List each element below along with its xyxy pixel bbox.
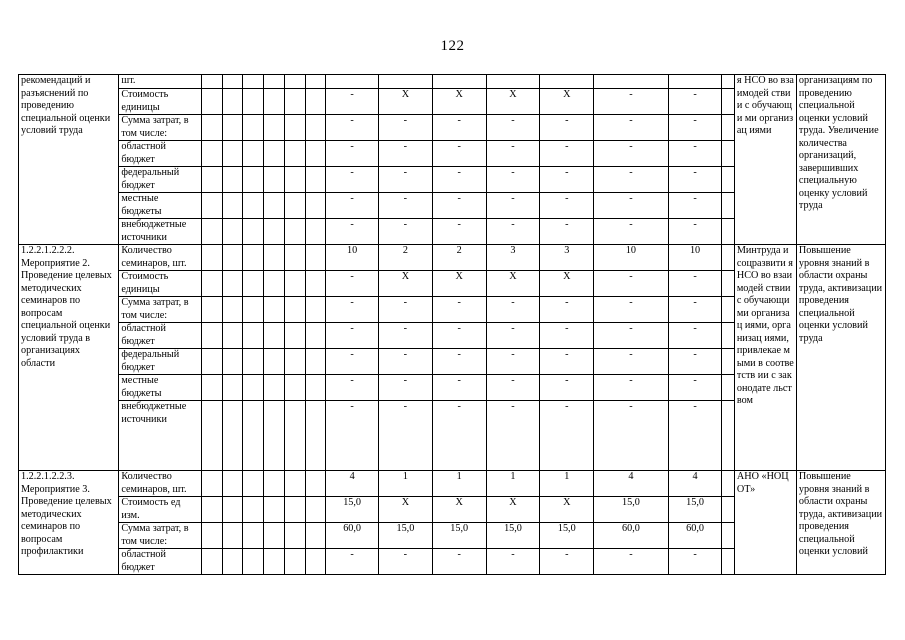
empty-cell — [284, 523, 305, 549]
empty-cell — [243, 245, 264, 271]
value-cell: 15,0 — [326, 497, 379, 523]
empty-cell — [222, 323, 243, 349]
empty-cell — [284, 471, 305, 497]
value-cell — [432, 75, 486, 89]
value-cell: - — [486, 401, 540, 471]
empty-cell — [222, 167, 243, 193]
table-row — [19, 471, 886, 497]
value-cell: - — [668, 193, 722, 219]
empty-cell — [722, 401, 734, 471]
value-cell: 10 — [594, 245, 668, 271]
empty-cell — [243, 497, 264, 523]
empty-cell — [222, 471, 243, 497]
value-cell: 4 — [668, 471, 722, 497]
empty-cell — [222, 297, 243, 323]
value-cell: 1 — [432, 471, 486, 497]
value-cell: - — [378, 297, 432, 323]
value-cell: X — [432, 497, 486, 523]
indicator-cell: местные бюджеты — [119, 375, 202, 401]
value-cell: - — [668, 89, 722, 115]
empty-cell — [243, 375, 264, 401]
value-cell: - — [594, 549, 668, 575]
empty-cell — [202, 523, 223, 549]
empty-cell — [222, 89, 243, 115]
value-cell: - — [378, 219, 432, 245]
value-cell: - — [540, 167, 594, 193]
empty-cell — [202, 271, 223, 297]
empty-cell — [722, 219, 734, 245]
value-cell — [668, 75, 722, 89]
value-cell: X — [540, 89, 594, 115]
value-cell: - — [378, 349, 432, 375]
empty-cell — [264, 167, 285, 193]
result-cell: Повышение уровня знаний в области охраны труда, активизации проведения специальной оценки условий труда — [796, 245, 885, 471]
empty-cell — [284, 167, 305, 193]
empty-cell — [243, 349, 264, 375]
empty-cell — [264, 271, 285, 297]
value-cell: - — [540, 401, 594, 471]
indicator-cell: шт. — [119, 75, 202, 89]
empty-cell — [264, 323, 285, 349]
value-cell — [540, 75, 594, 89]
empty-cell — [264, 375, 285, 401]
value-cell: - — [594, 323, 668, 349]
empty-cell — [202, 497, 223, 523]
activity-cell: рекомендаций и разъяснений по проведению специальной оценки условий труда — [19, 75, 119, 245]
value-cell: 15,0 — [668, 497, 722, 523]
empty-cell — [202, 167, 223, 193]
value-cell: - — [378, 323, 432, 349]
empty-cell — [264, 245, 285, 271]
empty-cell — [305, 219, 326, 245]
indicator-cell: внебюджетные источники — [119, 219, 202, 245]
value-cell: - — [540, 141, 594, 167]
value-cell — [486, 75, 540, 89]
empty-cell — [305, 115, 326, 141]
empty-cell — [284, 323, 305, 349]
empty-cell — [305, 349, 326, 375]
value-cell: 15,0 — [594, 497, 668, 523]
empty-cell — [202, 349, 223, 375]
empty-cell — [284, 401, 305, 471]
value-cell: - — [432, 219, 486, 245]
value-cell: - — [486, 141, 540, 167]
value-cell: - — [378, 549, 432, 575]
executor-cell: я НСО во взаимодей ствии с обучающи ми организац иями — [734, 75, 796, 245]
indicator-cell: Количество семинаров, шт. — [119, 245, 202, 271]
value-cell: - — [540, 375, 594, 401]
empty-cell — [264, 471, 285, 497]
empty-cell — [284, 75, 305, 89]
value-cell: 4 — [326, 471, 379, 497]
empty-cell — [305, 141, 326, 167]
value-cell: X — [378, 89, 432, 115]
program-table-body — [19, 75, 886, 575]
value-cell: - — [594, 297, 668, 323]
activity-cell: 1.2.2.1.2.2.3. Мероприятие 3. Проведение целевых методических семинаров по вопросам профилактики — [19, 471, 119, 575]
value-cell: - — [594, 375, 668, 401]
value-cell: - — [594, 349, 668, 375]
empty-cell — [305, 75, 326, 89]
value-cell: X — [378, 497, 432, 523]
empty-cell — [722, 297, 734, 323]
indicator-cell: федеральный бюджет — [119, 167, 202, 193]
value-cell: - — [540, 549, 594, 575]
value-cell: 10 — [668, 245, 722, 271]
value-cell: 15,0 — [540, 523, 594, 549]
empty-cell — [243, 115, 264, 141]
value-cell: - — [486, 167, 540, 193]
empty-cell — [243, 471, 264, 497]
empty-cell — [722, 75, 734, 89]
activity-cell: 1.2.2.1.2.2.2. Мероприятие 2. Проведение целевых методических семинаров по вопросам специальной оценки условий труда в организациях области — [19, 245, 119, 471]
value-cell: X — [432, 89, 486, 115]
empty-cell — [722, 115, 734, 141]
indicator-cell: областной бюджет — [119, 549, 202, 575]
empty-cell — [305, 89, 326, 115]
value-cell: - — [432, 549, 486, 575]
empty-cell — [243, 323, 264, 349]
empty-cell — [722, 349, 734, 375]
indicator-cell: Стоимость единицы — [119, 89, 202, 115]
value-cell: - — [668, 401, 722, 471]
empty-cell — [284, 141, 305, 167]
value-cell: - — [594, 141, 668, 167]
empty-cell — [305, 497, 326, 523]
empty-cell — [264, 141, 285, 167]
empty-cell — [305, 297, 326, 323]
empty-cell — [284, 219, 305, 245]
empty-cell — [243, 89, 264, 115]
empty-cell — [305, 471, 326, 497]
value-cell: - — [378, 193, 432, 219]
indicator-cell: федеральный бюджет — [119, 349, 202, 375]
value-cell: - — [486, 323, 540, 349]
value-cell: - — [540, 349, 594, 375]
empty-cell — [202, 193, 223, 219]
empty-cell — [722, 497, 734, 523]
value-cell: - — [486, 193, 540, 219]
value-cell: - — [540, 115, 594, 141]
value-cell: - — [668, 167, 722, 193]
empty-cell — [222, 193, 243, 219]
value-cell: - — [326, 115, 379, 141]
value-cell: - — [594, 89, 668, 115]
value-cell: - — [486, 375, 540, 401]
empty-cell — [284, 193, 305, 219]
value-cell: - — [594, 167, 668, 193]
value-cell: 3 — [540, 245, 594, 271]
empty-cell — [202, 219, 223, 245]
empty-cell — [243, 523, 264, 549]
empty-cell — [305, 193, 326, 219]
value-cell: - — [594, 219, 668, 245]
value-cell: X — [486, 497, 540, 523]
empty-cell — [243, 271, 264, 297]
empty-cell — [722, 89, 734, 115]
empty-cell — [243, 401, 264, 471]
empty-cell — [305, 245, 326, 271]
empty-cell — [284, 89, 305, 115]
empty-cell — [222, 141, 243, 167]
value-cell: 1 — [378, 471, 432, 497]
empty-cell — [722, 141, 734, 167]
value-cell: 15,0 — [486, 523, 540, 549]
empty-cell — [284, 271, 305, 297]
empty-cell — [722, 471, 734, 497]
value-cell: - — [486, 297, 540, 323]
value-cell: 60,0 — [594, 523, 668, 549]
value-cell: - — [486, 549, 540, 575]
value-cell: 1 — [486, 471, 540, 497]
empty-cell — [243, 297, 264, 323]
empty-cell — [202, 115, 223, 141]
page-number: 122 — [440, 38, 465, 54]
empty-cell — [264, 193, 285, 219]
empty-cell — [222, 375, 243, 401]
empty-cell — [243, 219, 264, 245]
empty-cell — [202, 323, 223, 349]
empty-cell — [264, 401, 285, 471]
value-cell: - — [486, 115, 540, 141]
value-cell: - — [486, 349, 540, 375]
result-cell: Повышение уровня знаний в области охраны труда, активизации проведения специальной оценки условий — [796, 471, 885, 575]
empty-cell — [305, 167, 326, 193]
value-cell: - — [432, 167, 486, 193]
value-cell: - — [378, 167, 432, 193]
empty-cell — [222, 497, 243, 523]
empty-cell — [202, 401, 223, 471]
value-cell: - — [432, 193, 486, 219]
empty-cell — [284, 115, 305, 141]
empty-cell — [284, 297, 305, 323]
value-cell: - — [326, 141, 379, 167]
value-cell: - — [326, 323, 379, 349]
indicator-cell: Количество семинаров, шт. — [119, 471, 202, 497]
empty-cell — [222, 245, 243, 271]
value-cell: - — [326, 401, 379, 471]
empty-cell — [222, 271, 243, 297]
value-cell: X — [486, 89, 540, 115]
empty-cell — [202, 297, 223, 323]
empty-cell — [722, 245, 734, 271]
value-cell: - — [594, 401, 668, 471]
value-cell: - — [378, 401, 432, 471]
indicator-cell: Сумма затрат, в том числе: — [119, 115, 202, 141]
empty-cell — [264, 497, 285, 523]
empty-cell — [264, 89, 285, 115]
empty-cell — [722, 549, 734, 575]
value-cell: - — [432, 297, 486, 323]
value-cell: 10 — [326, 245, 379, 271]
empty-cell — [202, 141, 223, 167]
empty-cell — [722, 523, 734, 549]
value-cell: - — [432, 323, 486, 349]
indicator-cell: областной бюджет — [119, 323, 202, 349]
value-cell: - — [326, 219, 379, 245]
empty-cell — [722, 271, 734, 297]
empty-cell — [284, 549, 305, 575]
value-cell: - — [668, 115, 722, 141]
empty-cell — [243, 167, 264, 193]
value-cell: 60,0 — [326, 523, 379, 549]
indicator-cell: Сумма затрат, в том числе: — [119, 523, 202, 549]
table-row — [19, 245, 886, 271]
value-cell: X — [540, 271, 594, 297]
value-cell: - — [668, 271, 722, 297]
empty-cell — [284, 245, 305, 271]
value-cell: 4 — [594, 471, 668, 497]
value-cell: - — [432, 115, 486, 141]
value-cell: 60,0 — [668, 523, 722, 549]
value-cell: - — [378, 375, 432, 401]
value-cell: - — [540, 297, 594, 323]
empty-cell — [222, 401, 243, 471]
indicator-cell: Стоимость единицы — [119, 271, 202, 297]
empty-cell — [243, 549, 264, 575]
table-row — [19, 75, 886, 89]
empty-cell — [305, 375, 326, 401]
value-cell: - — [540, 323, 594, 349]
value-cell: - — [668, 297, 722, 323]
value-cell — [378, 75, 432, 89]
empty-cell — [222, 349, 243, 375]
value-cell: X — [432, 271, 486, 297]
value-cell: - — [432, 349, 486, 375]
empty-cell — [722, 375, 734, 401]
value-cell: 15,0 — [432, 523, 486, 549]
indicator-cell: местные бюджеты — [119, 193, 202, 219]
empty-cell — [222, 115, 243, 141]
empty-cell — [202, 375, 223, 401]
value-cell: 2 — [378, 245, 432, 271]
value-cell: - — [432, 375, 486, 401]
value-cell: 2 — [432, 245, 486, 271]
value-cell: - — [594, 115, 668, 141]
empty-cell — [222, 75, 243, 89]
empty-cell — [722, 193, 734, 219]
value-cell: - — [432, 141, 486, 167]
value-cell: - — [326, 167, 379, 193]
value-cell: 3 — [486, 245, 540, 271]
value-cell: - — [326, 549, 379, 575]
value-cell: - — [668, 219, 722, 245]
value-cell: - — [540, 219, 594, 245]
value-cell: 15,0 — [378, 523, 432, 549]
value-cell: - — [432, 401, 486, 471]
value-cell: - — [594, 271, 668, 297]
empty-cell — [264, 115, 285, 141]
indicator-cell: внебюджетные источники — [119, 401, 202, 471]
value-cell: - — [668, 549, 722, 575]
empty-cell — [202, 89, 223, 115]
indicator-cell: областной бюджет — [119, 141, 202, 167]
value-cell: X — [486, 271, 540, 297]
value-cell: - — [668, 375, 722, 401]
value-cell: - — [594, 193, 668, 219]
value-cell: - — [326, 375, 379, 401]
empty-cell — [264, 549, 285, 575]
value-cell: - — [378, 141, 432, 167]
value-cell: - — [668, 141, 722, 167]
empty-cell — [222, 523, 243, 549]
empty-cell — [305, 523, 326, 549]
empty-cell — [243, 193, 264, 219]
empty-cell — [305, 549, 326, 575]
empty-cell — [264, 297, 285, 323]
empty-cell — [222, 549, 243, 575]
program-table — [18, 74, 886, 575]
empty-cell — [202, 75, 223, 89]
empty-cell — [264, 219, 285, 245]
value-cell: X — [540, 497, 594, 523]
empty-cell — [264, 523, 285, 549]
empty-cell — [243, 75, 264, 89]
value-cell — [326, 75, 379, 89]
empty-cell — [222, 219, 243, 245]
value-cell: X — [378, 271, 432, 297]
value-cell: - — [668, 349, 722, 375]
empty-cell — [305, 323, 326, 349]
indicator-cell: Сумма затрат, в том числе: — [119, 297, 202, 323]
value-cell: - — [326, 271, 379, 297]
value-cell: - — [540, 193, 594, 219]
empty-cell — [284, 349, 305, 375]
empty-cell — [202, 471, 223, 497]
empty-cell — [305, 401, 326, 471]
value-cell: - — [378, 115, 432, 141]
empty-cell — [722, 323, 734, 349]
empty-cell — [202, 245, 223, 271]
empty-cell — [243, 141, 264, 167]
value-cell: - — [326, 89, 379, 115]
value-cell: - — [668, 323, 722, 349]
value-cell: - — [326, 349, 379, 375]
result-cell: организациям по проведению специальной оценки условий труда. Увеличение количества организаций, завершивших специальную оценку условий труда — [796, 75, 885, 245]
value-cell: - — [326, 193, 379, 219]
value-cell — [594, 75, 668, 89]
executor-cell: Минтруда и соцразвити я НСО во взаимодей ствии с обучающи ми организац иями, организац иями, привлекае мыми в соответств ии с законодате льством — [734, 245, 796, 471]
value-cell: 1 — [540, 471, 594, 497]
empty-cell — [284, 497, 305, 523]
empty-cell — [202, 549, 223, 575]
empty-cell — [722, 167, 734, 193]
value-cell: - — [486, 219, 540, 245]
executor-cell: АНО «НОЦОТ» — [734, 471, 796, 575]
empty-cell — [264, 75, 285, 89]
indicator-cell: Стоимость ед изм. — [119, 497, 202, 523]
empty-cell — [264, 349, 285, 375]
empty-cell — [284, 375, 305, 401]
empty-cell — [305, 271, 326, 297]
value-cell: - — [326, 297, 379, 323]
